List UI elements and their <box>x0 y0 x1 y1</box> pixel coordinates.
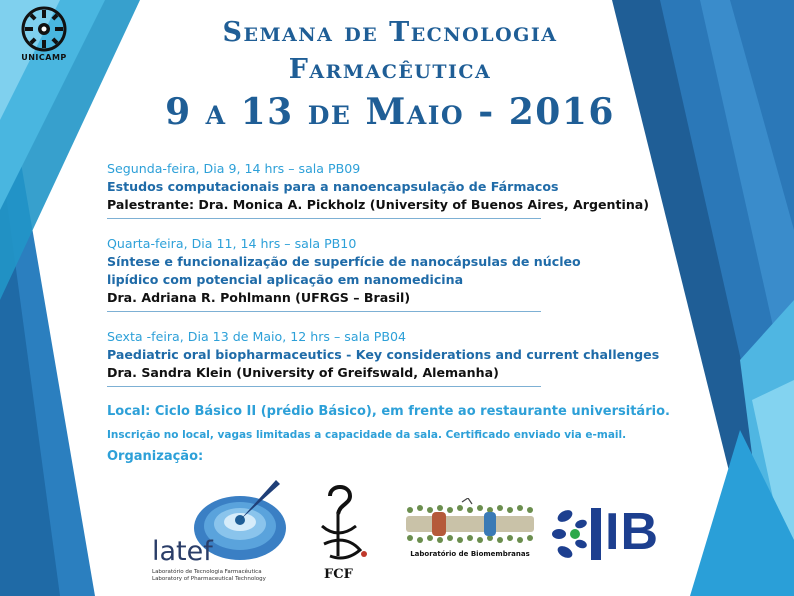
session-title-line-2: lipídico com potencial aplicação em nanomedicina <box>107 272 464 287</box>
latef-subtitle-en: Laboratory of Pharmaceutical Technology <box>152 576 266 582</box>
unicamp-logo <box>14 6 74 62</box>
divider <box>107 218 541 219</box>
session-1 <box>107 160 707 214</box>
biomembranas-label: Laboratório de Biomembranas <box>410 550 530 558</box>
event-title <box>130 14 650 134</box>
event-location: Local: Ciclo Básico II (prédio Básico), em frente ao restaurante universitário. <box>107 404 670 419</box>
session-title: Estudos computacionais para a nanoencapsulação de Fármacos <box>107 179 559 194</box>
session-when: Quarta-feira, Dia 11, 14 hrs – sala PB10 <box>107 236 357 251</box>
latef-subtitle-pt: Laboratório de Tecnologia Farmacêutica <box>152 569 262 575</box>
ib-logo <box>551 504 671 564</box>
divider <box>107 311 541 312</box>
session-2 <box>107 235 707 307</box>
title-line-1: Semana de Tecnologia <box>222 17 558 48</box>
session-speaker: Dra. Sandra Klein (University of Greifswald, Alemanha) <box>107 365 499 380</box>
latef-wordmark: latef <box>152 536 213 567</box>
divider <box>107 386 541 387</box>
title-line-2: Farmacêutica <box>288 54 492 85</box>
pharmacy-cup-icon <box>316 482 376 566</box>
ib-wordmark: IB <box>605 503 659 561</box>
biomembranas-logo <box>402 498 538 562</box>
fcf-logo <box>316 482 376 586</box>
ib-emblem-icon <box>551 504 603 564</box>
session-title-line-1: Síntese e funcionalização de superfície de nanocápsulas de núcleo <box>107 254 581 269</box>
registration-note: Inscrição no local, vagas limitadas a capacidade da sala. Certificado enviado via e-mail. <box>107 429 627 441</box>
fcf-label: FCF <box>324 567 353 582</box>
session-speaker: Dra. Adriana R. Pohlmann (UFRGS – Brasil) <box>107 290 411 305</box>
organization-heading: Organização: <box>107 449 204 464</box>
latef-subtitle <box>152 569 266 583</box>
session-when: Sexta -feira, Dia 13 de Maio, 12 hrs – sala PB04 <box>107 329 407 344</box>
unicamp-label: UNICAMP <box>21 53 67 62</box>
unicamp-emblem-icon <box>21 6 67 52</box>
session-speaker: Palestrante: Dra. Monica A. Pickholz (University of Buenos Aires, Argentina) <box>107 197 650 212</box>
latef-logo <box>148 478 293 588</box>
session-3 <box>107 328 707 382</box>
session-when: Segunda-feira, Dia 9, 14 hrs – sala PB09 <box>107 161 361 176</box>
event-dates: 9 a 13 de Maio - 2016 <box>165 91 615 133</box>
session-title: Paediatric oral biopharmaceutics - Key considerations and current challenges <box>107 347 660 362</box>
schedule <box>107 160 707 466</box>
membrane-icon <box>402 498 538 548</box>
